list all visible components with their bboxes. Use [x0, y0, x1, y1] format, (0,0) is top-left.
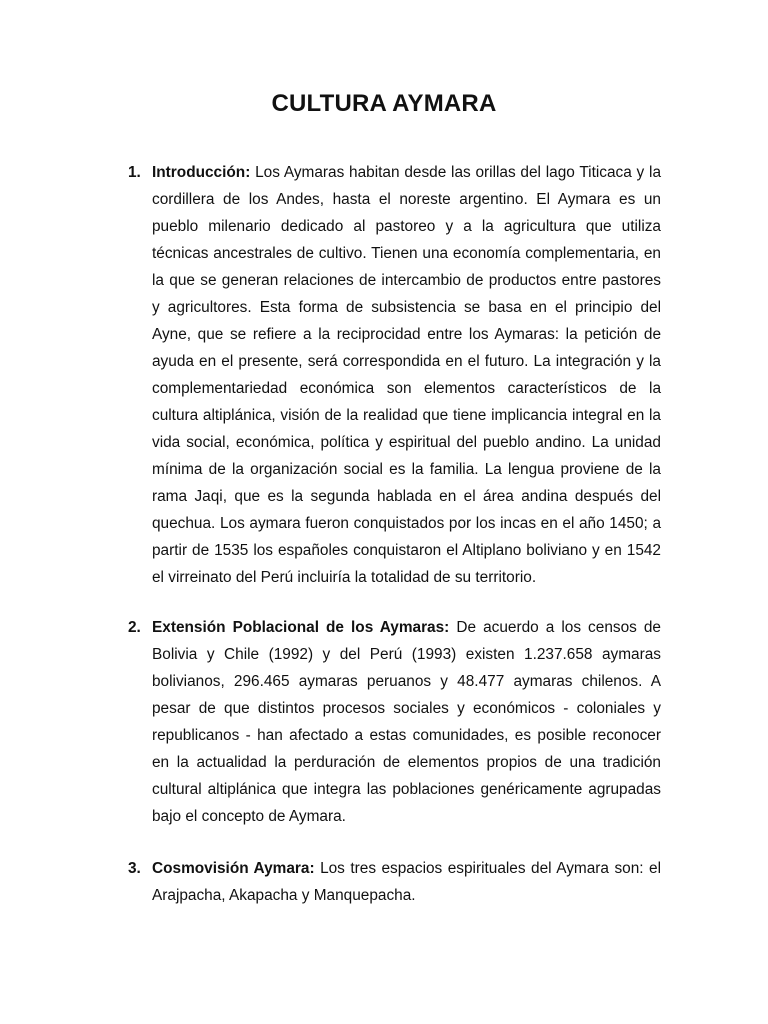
- section-number: 3.: [128, 860, 141, 877]
- section-heading: Introducción:: [152, 164, 251, 181]
- section-introduccion: [128, 159, 662, 591]
- section-number: 1.: [128, 164, 141, 181]
- document-title: CULTURA AYMARA: [271, 90, 497, 117]
- section-text: Los Aymaras habitan desde las orillas del lago Titicaca y la cordillera de los Andes, hasta el noreste argentino. El Aymara es un pueblo milenario dedicado al pastoreo y a la agricultura que utiliza técnicas ancestrales de cultivo. Tienen una economía complementaria, en la que se generan relaciones de intercambio de productos entre pastores y agricultores. Esta forma de subsistencia se basa en el principio del Ayne, que se refiere a la reciprocidad entre los Aymaras: la petición de ayuda en el presente, será correspondida en el futuro. La integración y la complementariedad económica son elementos característicos de la cultura altiplánica, visión de la realidad que tiene implicancia integral en la vida social, económica, política y espiritual del pueblo andino. La unidad mínima de la organización social es la familia. La lengua proviene de la rama Jaqi, que es la segunda hablada en el área andina después del quechua. Los aymara fueron conquistados por los incas en el año 1450; a partir de 1535 los españoles conquistaron el Altiplano boliviano y en 1542 el virreinato del Perú incluiría la totalidad de su territorio.: [152, 164, 662, 586]
- section-cosmovision: [128, 855, 661, 909]
- section-heading: Cosmovisión Aymara:: [152, 860, 315, 877]
- section-heading: Extensión Poblacional de los Aymaras:: [152, 619, 450, 636]
- section-extension-poblacional: [128, 614, 661, 830]
- section-number: 2.: [128, 619, 141, 636]
- section-text: De acuerdo a los censos de Bolivia y Chile (1992) y del Perú (1993) existen 1.237.658 aymaras bolivianos, 296.465 aymaras peruanos y 48.477 aymaras chilenos. A pesar de que distintos procesos sociales y económicos - coloniales y republicanos - han afectado a estas comunidades, es posible reconocer en la actualidad la perduración de elementos propios de una tradición cultural altiplánica que integra las poblaciones genéricamente agrupadas bajo el concepto de Aymara.: [152, 619, 661, 825]
- section-text: Los tres espacios espirituales del Aymara son: el Arajpacha, Akapacha y Manquepacha.: [152, 860, 661, 904]
